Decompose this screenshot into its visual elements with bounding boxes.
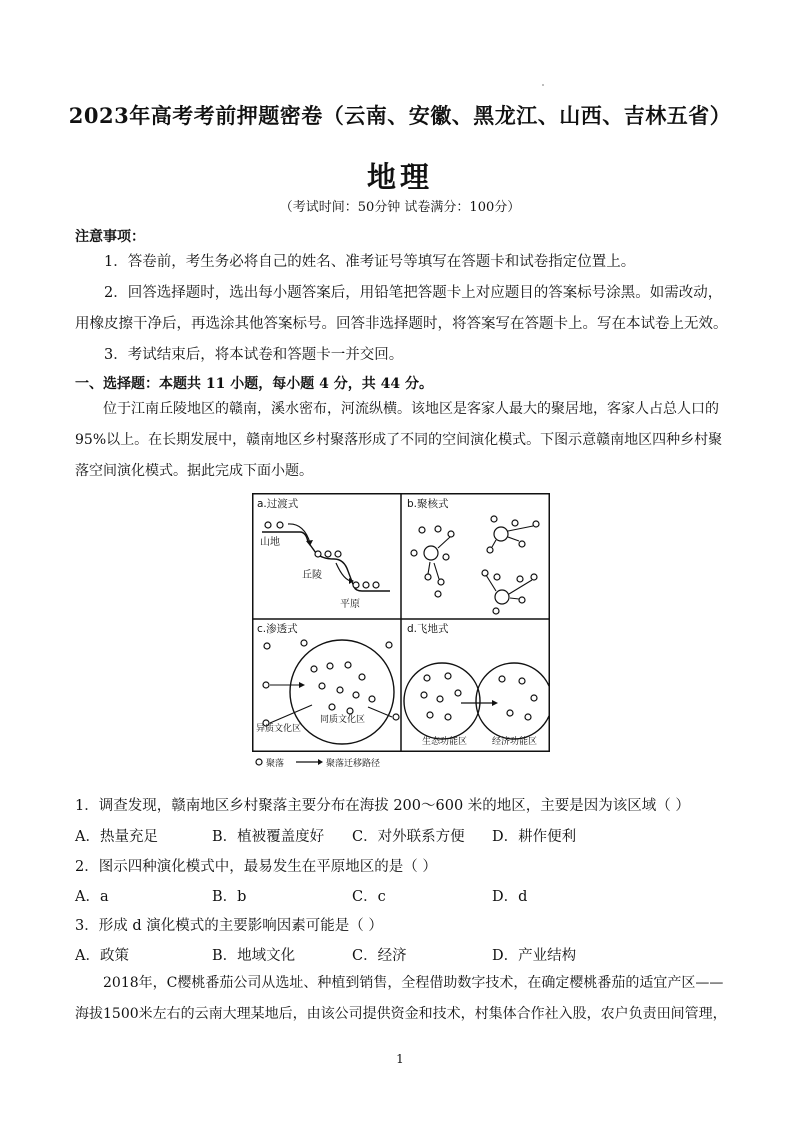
notice-heading: 注意事项： [75,229,145,245]
settlement-dot [353,692,359,698]
settlement-dot [517,576,523,582]
settlement-dot [531,695,537,701]
panel-d-label: d.飞地式 [407,623,449,635]
settlement-dot [345,662,351,668]
settlement-dot [335,551,341,557]
migration-arrow [492,540,496,547]
scan-dot [542,84,544,86]
settlement-dot [519,678,525,684]
settlement-dot [265,522,271,528]
settlement-dot [493,608,499,614]
question-3-stem: 3．形成 d 演化模式的主要影响因素可能是（ ） [75,918,383,934]
settlement-dot [507,710,513,716]
question-1-option-c[interactable]: C．对外联系方便 [352,829,465,845]
migration-arrow [270,705,312,723]
settlement-dot [425,574,431,580]
question-1-option-d[interactable]: D．耕作便利 [492,829,577,845]
notice-item-2: 2．回答选择题时，选出每小题答案后，用铅笔把答题卡上对应题目的答案标号涂黑。如需改动，用橡皮擦干净后，再选涂其他答案标号。回答非选择题时，将答案写在答题卡上。写在本试卷上无效。 [75,285,728,332]
arrow-head [299,682,305,688]
settlement-dot [419,527,425,533]
label-ecological-area: 生态功能区 [422,737,468,747]
question-2-option-b[interactable]: B．b [212,889,247,905]
question-2-option-d[interactable]: D．d [492,889,528,905]
settlement-dot [301,640,307,646]
settlement-dot [411,550,417,556]
settlement-dot [263,682,269,688]
question-2-stem: 2．图示四种演化模式中，最易发生在平原地区的是（ ） [75,859,437,875]
settlement-dot [329,704,335,710]
label-homogeneous-culture: 同质文化区 [320,715,366,725]
legend-settlement-icon [256,759,262,765]
question-2-option-a[interactable]: A．a [75,889,109,905]
settlement-dot [455,690,461,696]
arrow-head [492,700,498,706]
label-mountain: 山地 [260,537,280,548]
settlement-dot [373,582,379,588]
settlement-dot [435,526,441,532]
question-3-option-b[interactable]: B．地域文化 [212,948,296,964]
settlement-dot [443,554,449,560]
economic-function-area [476,663,550,739]
migration-arrow [510,598,519,599]
migration-arrow [428,562,430,574]
subject-title: 地理 [366,160,433,194]
settlement-dot [487,547,493,553]
settlement-dot [363,582,369,588]
settlement-dot [438,579,444,585]
core-settlement [424,546,438,560]
settlement-dot [319,683,325,689]
settlement-dot [277,522,283,528]
arrow-head [306,540,313,546]
question-3-option-a[interactable]: A．政策 [75,948,129,964]
settlement-dot [427,712,433,718]
settlement-dot [533,521,539,527]
settlement-dot [359,674,365,680]
settlement-dot [494,574,500,580]
panel-c-label: c.渗透式 [257,623,298,635]
settlement-dot [327,663,333,669]
migration-arrow [438,537,450,548]
settlement-dot [393,714,399,720]
settlement-dot [369,696,375,702]
migration-arrow [288,524,310,543]
settlement-dot [499,676,505,682]
settlement-dot [325,551,331,557]
question-3-option-c[interactable]: C．经济 [352,948,407,964]
section-heading: 一、选择题：本题共 11 小题，每小题 4 分，共 44 分。 [75,376,433,392]
migration-arrow [336,563,352,581]
label-hill: 丘陵 [302,570,322,581]
settlement-dot [437,696,443,702]
notice-item-3: 3．考试结束后，将本试卷和答题卡一并交回。 [104,347,404,363]
core-settlement [494,527,508,541]
question-2-option-c[interactable]: C．c [352,889,386,905]
legend-path-label: 聚落迁移路径 [326,759,381,769]
passage-2: 2018年，C樱桃番茄公司从选址、种植到销售，全程借助数字技术，在确定樱桃番茄的适宜产区——海拔1500米左右的云南大理某地后，由该公司提供资金和技术，村集体合作社入股，农户负责田间管理， [75,975,727,1022]
core-settlement [495,590,509,604]
settlement-dot [347,708,353,714]
settlement-dot [482,570,488,576]
arrow-head [318,759,323,765]
terrain-profile [262,532,390,591]
settlement-dot [491,516,497,522]
settlement-dot [264,643,270,649]
exam-info: （考试时间：50分钟 试卷满分：100分） [279,200,521,215]
settlement-dot [448,531,454,537]
panel-a-label: a.过渡式 [257,498,299,510]
settlement-dot [435,591,441,597]
migration-arrow [508,537,519,541]
question-1-option-b[interactable]: B．植被覆盖度好 [212,829,325,845]
settlement-dot [519,597,525,603]
settlement-dot [445,714,451,720]
migration-arrow [368,707,392,717]
settlement-dot [315,551,321,557]
settlement-dot [424,675,430,681]
settlement-dot [311,666,317,672]
settlement-dot [353,582,359,588]
settlement-evolution-diagram [252,493,550,771]
question-1-stem: 1．调查发现，赣南地区乡村聚落主要分布在海拔 200～600 米的地区，主要是因为该区域（ ） [75,798,690,814]
settlement-dot [531,574,537,580]
passage-intro: 位于江南丘陵地区的赣南，溪水密布，河流纵横。该地区是客家人最大的聚居地，客家人占总人口的95%以上。在长期发展中，赣南地区乡村聚落形成了不同的空间演化模式。下图示意赣南地区四种乡村聚落空间演化模式。据此完成下面小题。 [75,401,723,479]
settlement-dot [386,642,392,648]
label-heterogeneous-culture: 异质文化区 [256,724,302,734]
migration-arrow [434,563,439,579]
settlement-dot [421,692,427,698]
settlement-dot [512,520,518,526]
label-plain: 平原 [340,599,360,610]
page-number: 1 [396,1052,404,1066]
notice-item-1: 1．答卷前，考生务必将自己的姓名、准考证号等填写在答题卡和试卷指定位置上。 [104,254,636,270]
settlement-dot [525,714,531,720]
settlement-dot [445,673,451,679]
label-economic-area: 经济功能区 [492,737,538,747]
settlement-dot [519,541,525,547]
migration-arrow [508,526,533,531]
question-3-option-d[interactable]: D．产业结构 [492,948,577,964]
exam-title: 2023年高考考前押题密卷（云南、安徽、黑龙江、山西、吉林五省） [68,103,732,128]
question-1-option-a[interactable]: A．热量充足 [75,829,158,845]
legend-settlement-label: 聚落 [266,759,285,769]
settlement-dot [337,687,343,693]
panel-b-label: b.聚核式 [407,498,449,510]
